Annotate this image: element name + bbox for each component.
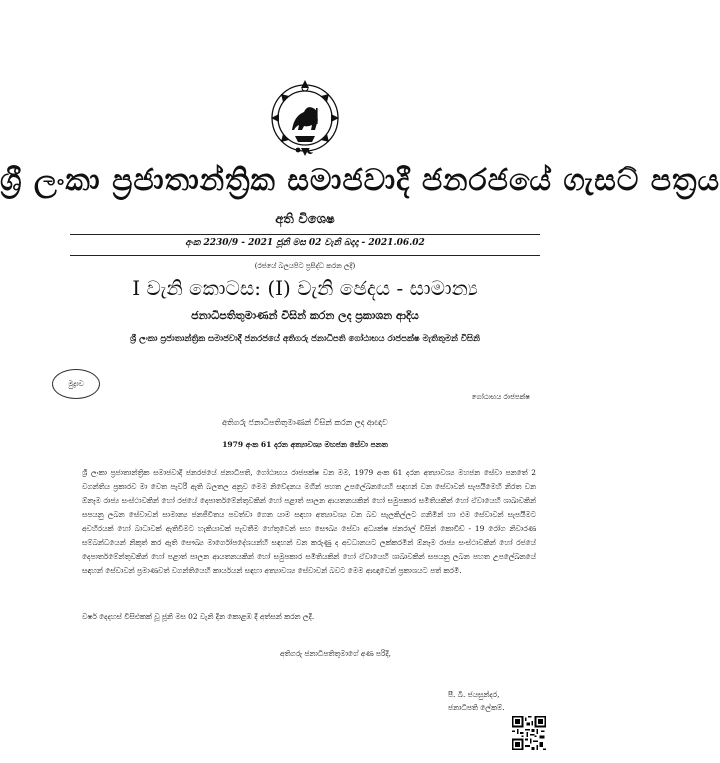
authority-line: ශ්‍රී ලංකා ප්‍රජාතාන්ත්‍රික සමාජවාදී ජනරජයේ අතිගරු ජනාධිපති ගෝඨාභය රාජපක්ෂ මැතිතුමන් විසිනි xyxy=(130,334,480,344)
sub-heading: ජනාධිපතිතුමාණන් විසින් කරන ලද ප්‍රකාශන ආදිය xyxy=(191,309,419,322)
top-rule xyxy=(70,234,540,235)
secretary-title: ජනාධිපති ලේකම්. xyxy=(448,703,505,712)
president-signatory: ගෝඨාභය රාජපක්ෂ xyxy=(471,393,530,401)
publisher-note: (රජයේ බලයපිට ප්‍රසිද්ධ කරන ලදී) xyxy=(254,262,356,270)
seal-label: මුද්‍රාව xyxy=(68,379,84,388)
issue-number-date: අංක 2230/9 - 2021 ජූනි මස 02 වැනි බදාදා - 2021.06.02 xyxy=(185,238,425,248)
order-subtitle: 1979 අංක 61 දරන අත්‍යාවශ්‍ය මහජන සේවා පනත xyxy=(222,440,388,449)
national-emblem-icon xyxy=(267,74,343,162)
order-body-paragraph: ශ්‍රී ලංකා ප්‍රජාතාන්ත්‍රික සමාජවාදී ජනරජයේ ජනාධිපති, ගෝඨාභය රාජපක්ෂ වන මම, 1979 අංක 61 දරන අත්‍යාවශ්‍ය මහජන සේවා පනතේ 2 වගන්තිය ප්‍රකාරව මා වෙත පැවරී ඇති බලතල අනුව මෙම නිවේදනය මගින් පහත උපලේඛනයෙහි සඳහන් වන සේවාවන් සැපයීමෙහි නිරත වන ඕනෑම රාජ්‍ය සංස්ථාවකින් හෝ රජයේ දෙපාර්තමේන්තුවකින් හෝ පළාත් පාලන ආයතනයකින් හෝ සමුපකාර සමිතියකින් හෝ ඒවායෙහි ශාඛාවකින් සපයනු ලබන සේවාවන් සාමාන්‍ය ජනජීවිතය පවත්වා ගෙන යාම සඳහා අත්‍යාවශ්‍ය වන බව සැලකිල්ලට ගනිමින් හා එම සේවාවන් සැපයීමට අවහිරයක් හෝ බාධාවක් ඇතිවීමට හැකියාවක් පැවතීම හේතුවෙන් සහ සෞඛ්‍ය සේවා අධ්‍යක්ෂ ජනරාල් විසින් කොවිඩ් - 19 රෝග නිවාරණ සම්බන්ධයෙන් නිකුත් කර ඇති සෞඛ්‍ය මාර්ගෝපදේශයන්හි සඳහන් වන කරුණු ද අවධානයට ලක්කරමින් ඕනෑම රාජ්‍ය සංස්ථාවකින් හෝ රජයේ දෙපාර්තමේන්තුවකින් හෝ පළාත් පාලන ආයතනයකින් හෝ සමුපකාර සමිතියකින් හෝ ඒවායෙහි ශාඛාවකින් සපයනු ලබන පහත උපලේඛනයේ සඳහන් සේවාවන් ප්‍රමාණවත් වගන්තියෙහි කාර්යයන් සඳහා අත්‍යාවශ්‍ය සේවාවන් බවට මෙම ආඥාවෙන් ප්‍රකාශයට පත් කරමි. xyxy=(82,468,536,575)
bottom-rule xyxy=(70,255,540,256)
by-command-line: අතිගරු ජනාධිපතිතුමාගේ අණ පරිදි, xyxy=(280,649,391,658)
qr-code-icon xyxy=(512,716,546,750)
signed-date-line: වර්ෂ දෙදහස් විසිඑකක් වූ ජූනි මස 02 වැනි දින කොළඹ දී අත්සන් කරන ලදී. xyxy=(82,612,315,621)
secretary-name: පී. බී. ජයසුන්දර, xyxy=(448,690,500,699)
extraordinary-label: අති විශෙෂ xyxy=(275,212,335,227)
seal-stamp xyxy=(52,369,100,399)
order-title: අතිගරු ජනාධිපතිතුමාණන් විසින් කරන ලද ආඥාව xyxy=(222,418,388,427)
gazette-title: ශ්‍රී ලංකා ප්‍රජාතාන්ත්‍රික සමාජවාදී ජනරජයේ ගැසට් පත්‍රය xyxy=(0,163,720,198)
part-heading: I වැනි කොටස: (I) වැනි ඡෙදය - සාමාන්‍ය xyxy=(132,276,478,300)
